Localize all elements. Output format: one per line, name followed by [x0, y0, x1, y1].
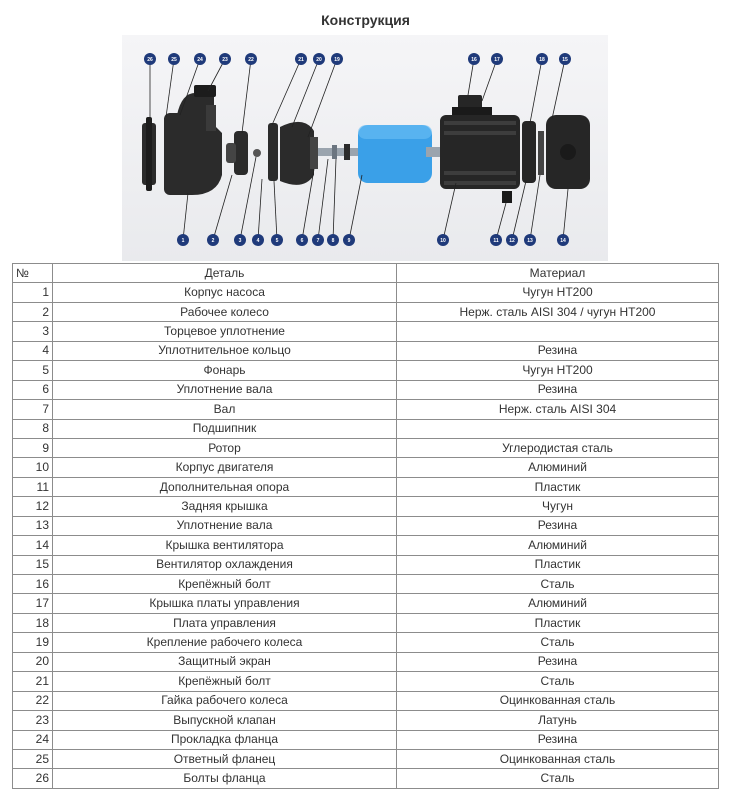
row-material: Чугун	[397, 497, 719, 516]
callout-10: 10	[440, 238, 446, 244]
callout-25: 25	[171, 57, 177, 63]
row-number: 9	[13, 438, 53, 457]
row-number: 10	[13, 458, 53, 477]
row-material: Сталь	[397, 575, 719, 594]
table-row	[13, 711, 719, 730]
callout-1: 1	[181, 238, 185, 244]
callout-bubbles-top	[144, 53, 571, 65]
table-row	[13, 536, 719, 555]
callout-14: 14	[560, 238, 566, 244]
table-row	[13, 322, 719, 341]
table-row	[13, 749, 719, 768]
row-number: 17	[13, 594, 53, 613]
row-number: 21	[13, 672, 53, 691]
row-part: Рабочее колесо	[53, 302, 397, 321]
callout-13: 13	[527, 238, 533, 244]
row-material: Чугун HT200	[397, 361, 719, 380]
row-material: Нерж. сталь AISI 304	[397, 400, 719, 419]
table-row	[13, 613, 719, 632]
motor-housing-drawing	[440, 95, 590, 203]
row-number: 15	[13, 555, 53, 574]
row-material: Пластик	[397, 555, 719, 574]
table-row	[13, 691, 719, 710]
table-row	[13, 380, 719, 399]
row-material: Оцинкованная сталь	[397, 691, 719, 710]
table-row	[13, 672, 719, 691]
row-material: Сталь	[397, 769, 719, 788]
callout-18: 18	[539, 57, 545, 63]
row-number: 5	[13, 361, 53, 380]
row-material: Резина	[397, 380, 719, 399]
row-part: Плата управления	[53, 613, 397, 632]
row-part: Крепёжный болт	[53, 672, 397, 691]
table-row	[13, 730, 719, 749]
callout-22: 22	[248, 57, 254, 63]
callout-12: 12	[509, 238, 515, 244]
shaft-drawing	[318, 144, 358, 160]
row-number: 23	[13, 711, 53, 730]
row-material: Резина	[397, 730, 719, 749]
table-row	[13, 497, 719, 516]
callout-16: 16	[471, 57, 477, 63]
row-number: 2	[13, 302, 53, 321]
callout-11: 11	[493, 238, 499, 244]
row-part: Ответный фланец	[53, 749, 397, 768]
row-material: Пластик	[397, 477, 719, 496]
row-part: Вал	[53, 400, 397, 419]
callout-21: 21	[298, 57, 304, 63]
row-part: Крышка платы управления	[53, 594, 397, 613]
row-number: 12	[13, 497, 53, 516]
table-row	[13, 341, 719, 360]
callout-7: 7	[316, 238, 320, 244]
row-part: Фонарь	[53, 361, 397, 380]
row-part: Задняя крышка	[53, 497, 397, 516]
header-number: №	[13, 264, 53, 283]
parts-materials-table	[12, 263, 719, 789]
row-number: 4	[13, 341, 53, 360]
row-number: 11	[13, 477, 53, 496]
row-part: Защитный экран	[53, 652, 397, 671]
row-number: 13	[13, 516, 53, 535]
row-material: Углеродистая сталь	[397, 438, 719, 457]
row-material: Сталь	[397, 672, 719, 691]
row-number: 26	[13, 769, 53, 788]
row-material: Латунь	[397, 711, 719, 730]
callout-17: 17	[494, 57, 500, 63]
row-material: Алюминий	[397, 536, 719, 555]
row-part: Крепление рабочего колеса	[53, 633, 397, 652]
row-number: 3	[13, 322, 53, 341]
table-row	[13, 516, 719, 535]
row-number: 16	[13, 575, 53, 594]
row-part: Уплотнение вала	[53, 380, 397, 399]
row-number: 19	[13, 633, 53, 652]
table-row	[13, 769, 719, 788]
section-title: Конструкция	[321, 12, 410, 28]
row-material: Резина	[397, 516, 719, 535]
row-material: Резина	[397, 652, 719, 671]
table-row	[13, 458, 719, 477]
exploded-view-drawing	[122, 35, 608, 261]
callout-4: 4	[256, 238, 260, 244]
callout-24: 24	[197, 57, 203, 63]
table-row	[13, 477, 719, 496]
callout-15: 15	[562, 57, 568, 63]
row-material: Сталь	[397, 633, 719, 652]
row-part: Подшипник	[53, 419, 397, 438]
table-header-row	[13, 264, 719, 283]
table-row	[13, 400, 719, 419]
row-part: Корпус насоса	[53, 283, 397, 302]
row-part: Корпус двигателя	[53, 458, 397, 477]
row-material: Алюминий	[397, 458, 719, 477]
motor-rotor-drawing	[358, 125, 440, 183]
callout-6: 6	[300, 238, 304, 244]
row-material: Резина	[397, 341, 719, 360]
table-row	[13, 652, 719, 671]
row-part: Торцевое уплотнение	[53, 322, 397, 341]
row-part: Уплотнение вала	[53, 516, 397, 535]
row-part: Болты фланца	[53, 769, 397, 788]
row-material: Алюминий	[397, 594, 719, 613]
row-number: 1	[13, 283, 53, 302]
row-material: Нерж. сталь AISI 304 / чугун HT200	[397, 302, 719, 321]
callout-labels-top	[147, 57, 568, 63]
callout-8: 8	[331, 238, 335, 244]
row-part: Гайка рабочего колеса	[53, 691, 397, 710]
callout-19: 19	[334, 57, 340, 63]
table-row	[13, 633, 719, 652]
header-material: Материал	[397, 264, 719, 283]
row-material: Оцинкованная сталь	[397, 749, 719, 768]
row-number: 22	[13, 691, 53, 710]
callout-20: 20	[316, 57, 322, 63]
row-part: Крепёжный болт	[53, 575, 397, 594]
row-part: Дополнительная опора	[53, 477, 397, 496]
row-material: Пластик	[397, 613, 719, 632]
callout-23: 23	[222, 57, 228, 63]
callout-labels-bottom	[182, 238, 566, 244]
row-part: Ротор	[53, 438, 397, 457]
header-part: Деталь	[53, 264, 397, 283]
row-number: 14	[13, 536, 53, 555]
row-part: Вентилятор охлаждения	[53, 555, 397, 574]
table-row	[13, 419, 719, 438]
table-body	[13, 283, 719, 788]
exploded-pump-diagram	[122, 35, 608, 261]
row-number: 7	[13, 400, 53, 419]
callout-9: 9	[347, 238, 351, 244]
row-part: Уплотнительное кольцо	[53, 341, 397, 360]
row-number: 18	[13, 613, 53, 632]
table-row	[13, 302, 719, 321]
callout-26: 26	[147, 57, 153, 63]
row-number: 8	[13, 419, 53, 438]
row-number: 24	[13, 730, 53, 749]
row-number: 20	[13, 652, 53, 671]
row-part: Крышка вентилятора	[53, 536, 397, 555]
table-row	[13, 283, 719, 302]
callout-2: 2	[211, 238, 215, 244]
callout-3: 3	[238, 238, 242, 244]
row-number: 6	[13, 380, 53, 399]
table-row	[13, 575, 719, 594]
row-material	[397, 419, 719, 438]
table-row	[13, 555, 719, 574]
row-part: Прокладка фланца	[53, 730, 397, 749]
callout-5: 5	[275, 238, 279, 244]
row-material	[397, 322, 719, 341]
row-material: Чугун HT200	[397, 283, 719, 302]
row-number: 25	[13, 749, 53, 768]
row-part: Выпускной клапан	[53, 711, 397, 730]
table-row	[13, 594, 719, 613]
table-row	[13, 438, 719, 457]
table-row	[13, 361, 719, 380]
